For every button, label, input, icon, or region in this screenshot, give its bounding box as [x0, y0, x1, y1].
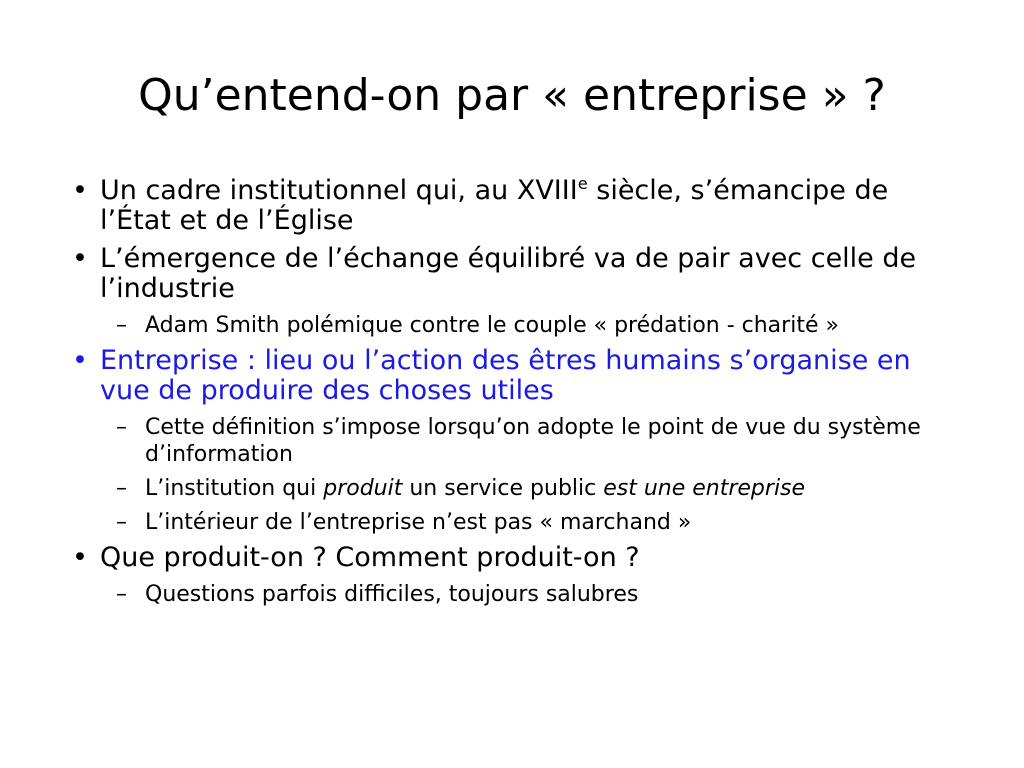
bullet-text-part: siècle, s’émancipe de l’État et de l’Église [100, 175, 889, 236]
bullet-list [72, 176, 962, 615]
bullet-marker: • [72, 542, 88, 573]
sub-bullet-text: L’intérieur de l’entreprise n’est pas « marchand » [145, 510, 692, 535]
sub-bullet-item [116, 581, 962, 608]
bullet-item [72, 244, 962, 304]
dash-marker: – [116, 476, 127, 501]
bullet-text: L’émergence de l’échange équilibré va de pair avec celle de l’industrie [100, 243, 917, 304]
text-run: L’institution qui [145, 476, 324, 501]
bullet-marker: • [72, 345, 88, 376]
superscript: e [577, 174, 588, 193]
sub-bullet-item [116, 475, 962, 502]
bullet-marker: • [72, 175, 88, 206]
bullet-text: Entreprise : lieu ou l’action des êtres humains s’organise en vue de produire des choses utiles [100, 345, 911, 406]
italic-run: est une entreprise [603, 476, 806, 501]
sub-bullet-text: Questions parfois difficiles, toujours salubres [145, 582, 639, 607]
italic-run: produit [323, 476, 403, 501]
dash-marker: – [116, 415, 127, 440]
dash-marker: – [116, 510, 127, 535]
bullet-item-highlighted [72, 346, 962, 406]
bullet-text [100, 175, 888, 236]
bullet-text: Que produit-on ? Comment produit-on ? [100, 542, 640, 573]
dash-marker: – [116, 582, 127, 607]
sub-bullet-item [116, 414, 962, 468]
bullet-text-part: Un cadre institutionnel qui, au XVIII [100, 175, 578, 206]
text-run: un service public [402, 476, 604, 501]
sub-bullet-item [116, 312, 962, 339]
bullet-item [72, 543, 962, 573]
bullet-item [72, 176, 962, 236]
sub-bullet-text: Adam Smith polémique contre le couple « prédation - charité » [145, 313, 839, 338]
sub-bullet-item [116, 509, 962, 536]
sub-bullet-text [145, 476, 805, 501]
slide-title: Qu’entend-on par « entreprise » ? [138, 70, 886, 121]
bullet-marker: • [72, 243, 88, 274]
sub-bullet-text: Cette définition s’impose lorsqu’on adopte le point de vue du système d’information [145, 415, 921, 467]
dash-marker: – [116, 313, 127, 338]
